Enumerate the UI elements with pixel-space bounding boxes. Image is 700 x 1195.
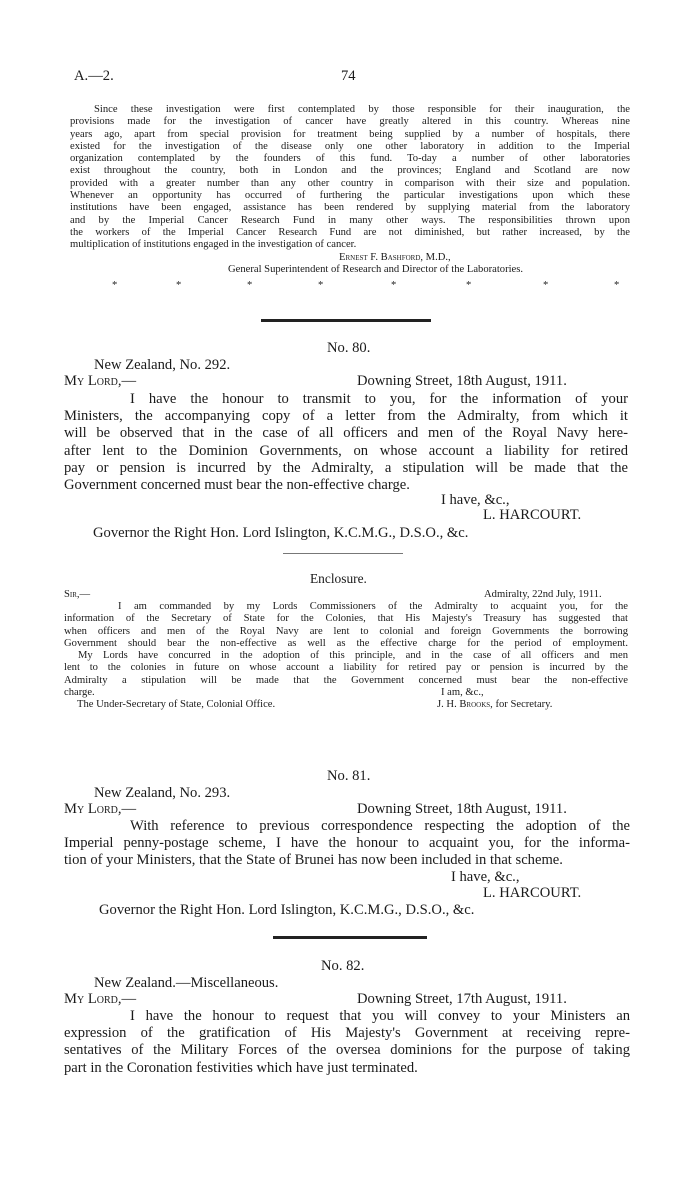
enclosure-date: Admiralty, 22nd July, 1911.: [484, 589, 602, 600]
letter-date: Downing Street, 17th August, 1911.: [357, 991, 567, 1007]
letter-addressee: Governor the Right Hon. Lord Islington, K.C.M.G., D.S.O., &c.: [93, 525, 469, 541]
letter-reference: New Zealand.—Miscellaneous.: [94, 975, 279, 991]
letter-line: part in the Coronation festivities which have just terminated.: [64, 1059, 418, 1076]
enclosure-line: when officers and men of the Royal Navy are lent to colonial and foreign Governments the borrowing: [64, 625, 628, 637]
report-signatory: Ernest F. Bashford, M.D.,: [339, 252, 451, 263]
enclosure-line: information of the Secretary of State for the Colonies, that His Majesty's Treasury has suggested that: [64, 613, 628, 625]
letter-heading: No. 81.: [327, 768, 371, 784]
enclosure-line: charge.: [64, 687, 95, 699]
enclosure-heading: Enclosure.: [310, 571, 367, 586]
thin-divider: [283, 553, 403, 554]
report-signatory-title: General Superintendent of Research and Director of the Laboratories.: [228, 264, 524, 275]
report-line: Whenever an opportunity has occurred of furthering the particular investigations upon which these: [70, 190, 630, 202]
letter-heading: No. 82.: [321, 958, 365, 974]
letter-closing: I have, &c.,: [441, 492, 510, 508]
enclosure-line: lent to the colonies in future on whose account a liability for retired pay or pension is incurred by the: [64, 662, 628, 674]
letter-salutation: My Lord,—: [64, 801, 137, 817]
report-line: years ago, apart from special provision for treatment being supplied by a number of hospitals, there: [70, 128, 630, 140]
letter-body: [64, 818, 630, 870]
letter-line: Ministers, the accompanying copy of a letter from the Admiralty, from which it: [64, 408, 628, 425]
letter-body: [64, 391, 628, 494]
letter-line: will be observed that in the case of all officers and men of the Royal Navy here-: [64, 425, 628, 442]
letter-heading: No. 80.: [327, 340, 371, 356]
enclosure-salutation: Sir,—: [64, 589, 91, 600]
letter-date: Downing Street, 18th August, 1911.: [357, 801, 567, 817]
document-reference: A.—2.: [74, 68, 114, 84]
report-paragraph: [70, 104, 630, 252]
letter-addressee: Governor the Right Hon. Lord Islington, K.C.M.G., D.S.O., &c.: [99, 902, 475, 918]
enclosure-addressee: The Under-Secretary of State, Colonial Office.: [77, 699, 276, 710]
report-line: and by the Imperial Cancer Research Fund in many other ways. The responsibilities thrown upon: [70, 214, 630, 226]
page-number: 74: [341, 68, 356, 84]
section-divider: [261, 319, 431, 322]
report-line: provisions made for the investigation of cancer have greatly altered in this country. Whereas nine: [70, 116, 630, 128]
letter-signatory: L. HARCOURT.: [483, 507, 582, 523]
enclosure-body: [64, 601, 628, 699]
report-line: organization contemplated by the founders of this fund. To-day a number of other laboratories: [70, 153, 630, 165]
letter-body: [64, 1008, 630, 1077]
report-line: Since these investigation were first contemplated by those responsible for their inauguration, the: [94, 104, 630, 115]
letter-line: after lent to the Dominion Governments, on whose account a liability for retired: [64, 442, 628, 459]
letter-date: Downing Street, 18th August, 1911.: [357, 373, 567, 389]
report-line: exist throughout the country, both in London and the provinces; England and Scotland are now: [70, 165, 630, 177]
letter-line: expression of the gratification of His Majesty's Government at receiving repre-: [64, 1025, 630, 1042]
letter-line: Government concerned must bear the non-effective charge.: [64, 477, 410, 494]
letter-line: Imperial penny-postage scheme, I have the honour to acquaint you, for the informa-: [64, 835, 630, 852]
letter-salutation: My Lord,—: [64, 373, 137, 389]
letter-closing: I have, &c.,: [451, 869, 520, 885]
section-divider: [273, 936, 427, 939]
letter-line: tion of your Ministers, that the State of Brunei has now been included in that scheme.: [64, 852, 563, 869]
report-line: institutions have been engaged, assistance has been rendered by supplying material from the laboratory: [70, 202, 630, 214]
letter-signatory: L. HARCOURT.: [483, 885, 582, 901]
enclosure-signatory: J. H. Brooks, for Secretary.: [437, 699, 553, 710]
enclosure-line: Admiralty a stipulation will be made that the Government concerned must bear the non-effective: [64, 674, 628, 686]
report-line: the workers of the Imperial Cancer Research Fund are not diminished, but rather increased, by the: [70, 226, 630, 238]
letter-line: I have the honour to transmit to you, for the information of your: [130, 391, 628, 407]
letter-line: sentatives of the Military Forces of the oversea dominions for the purpose of taking: [64, 1042, 630, 1059]
enclosure-line: My Lords have concurred in the adoption of this principle, and in the case of all officers and men: [78, 650, 628, 662]
enclosure-line: Government should bear the non-effective as well as the effective charge for the period of employment.: [64, 637, 628, 649]
enclosure-closing: I am, &c.,: [441, 687, 484, 698]
report-line: provided with a greater number than any other country in comparison with their size and population.: [70, 177, 630, 189]
letter-salutation: My Lord,—: [64, 991, 137, 1007]
letter-reference: New Zealand, No. 292.: [94, 357, 231, 373]
letter-reference: New Zealand, No. 293.: [94, 785, 231, 801]
letter-line: pay or pension is incurred by the Admiralty, a stipulation will be made that the: [64, 459, 628, 476]
letter-line: With reference to previous correspondence respecting the adoption of the: [130, 818, 630, 834]
report-line: multiplication of institutions engaged in the investigation of cancer.: [70, 239, 357, 251]
letter-line: I have the honour to request that you will convey to your Ministers an: [130, 1008, 630, 1024]
enclosure-line: I am commanded by my Lords Commissioners of the Admiralty to acquaint you, for the: [118, 601, 628, 612]
report-line: existed for the investigation of the disease only one other laboratory in addition to the Imperial: [70, 140, 630, 152]
